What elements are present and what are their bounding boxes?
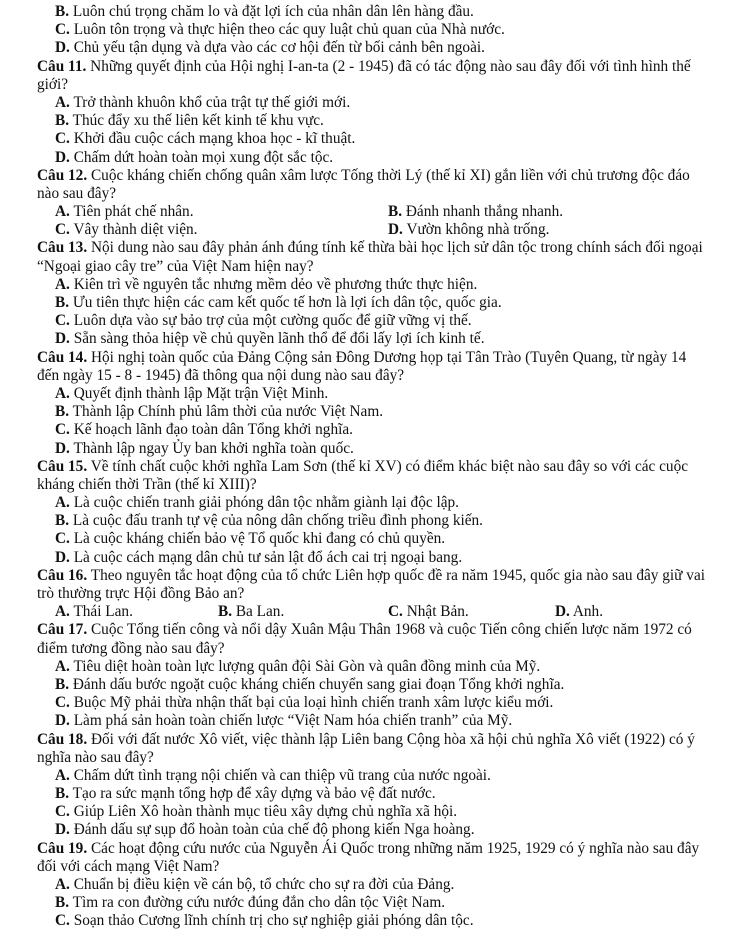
answer-option (55, 876, 454, 893)
option-text: Quyết định thành lập Mặt trận Việt Minh. (73, 384, 329, 402)
option-letter: C. (55, 421, 70, 439)
option-text: Chấm dứt hoàn toàn mọi xung đột sắc tộc. (73, 148, 334, 166)
question-text: Cuộc kháng chiến chống quân xâm lược Tống thời Lý (thế kỉ XI) gắn liền với chủ trương độc đáo (90, 166, 690, 184)
option-line (0, 876, 744, 894)
option-line (0, 821, 744, 839)
question-block (0, 58, 744, 167)
question-text: “Ngoại giao cây tre” của Việt Nam hiện nay? (37, 257, 314, 275)
answer-option (55, 385, 328, 402)
question-text: Về tính chất cuộc khởi nghĩa Lam Sơn (thế kỉ XV) có điểm khác biệt nào sau đây so với các cuộc (90, 457, 689, 475)
option-text: Thành lập ngay Ủy ban khởi nghĩa toàn quốc. (73, 439, 354, 457)
exam-document (0, 3, 744, 931)
question-label: Câu 16. (37, 566, 88, 584)
option-letter: C. (55, 21, 70, 39)
answer-option (55, 112, 324, 129)
question-stem-line (0, 640, 744, 658)
option-letter: A. (55, 203, 70, 221)
option-letter: C. (55, 221, 70, 239)
answer-option (55, 203, 194, 221)
option-letter: C. (55, 912, 70, 930)
option-text: Buộc Mỹ phải thừa nhận thất bại của loại hình chiến tranh xâm lược kiểu mới. (73, 694, 554, 712)
question-stem-line (0, 731, 744, 749)
answer-option (55, 803, 457, 820)
question-stem-line (0, 476, 744, 494)
option-letter: D. (555, 603, 570, 621)
answer-option (388, 203, 563, 221)
option-text: Là cuộc chiến tranh giải phóng dân tộc nhằm giành lại độc lập. (73, 494, 459, 512)
option-letter: C. (55, 130, 70, 148)
option-line (0, 912, 744, 930)
option-letter: D. (55, 439, 70, 457)
question-text: Đối với đất nước Xô viết, việc thành lập Liên bang Cộng hòa xã hội chủ nghĩa Xô viết (1922) có ý (90, 730, 695, 748)
answer-option (55, 294, 502, 311)
question-text: Những quyết định của Hội nghị I-an-ta (2 - 1945) đã có tác động nào sau đây đối với tình hình thế (90, 57, 691, 75)
option-row (0, 603, 744, 621)
option-line (0, 130, 744, 148)
option-line (0, 530, 744, 548)
answer-option (55, 530, 445, 547)
option-text: Luôn tôn trọng và thực hiện theo các quy luật chủ quan của Nhà nước. (73, 21, 505, 39)
question-stem-line (0, 458, 744, 476)
answer-option (55, 712, 512, 729)
option-letter: A. (55, 384, 70, 402)
option-text: Nhật Bản. (406, 603, 469, 621)
answer-option (55, 421, 353, 438)
question-block (0, 731, 744, 840)
answer-option (218, 603, 284, 621)
answer-option (55, 39, 485, 56)
answer-option (55, 549, 462, 566)
option-text: Thành lập Chính phủ lâm thời của nước Việt Nam. (72, 403, 384, 421)
option-letter: D. (55, 330, 70, 348)
option-letter: D. (55, 821, 70, 839)
option-text: Kế hoạch lãnh đạo toàn dân Tổng khởi nghĩa. (73, 421, 353, 439)
option-text: Trở thành khuôn khổ của trật tự thế giới mới. (73, 93, 351, 111)
question-label: Câu 18. (37, 730, 88, 748)
question-text: Cuộc Tổng tiến công và nổi dậy Xuân Mậu Thân 1968 và cuộc Tiến công chiến lược năm 1972 có (90, 621, 692, 639)
option-text: Ba Lan. (235, 603, 285, 621)
answer-option (388, 221, 549, 239)
question-label: Câu 15. (37, 457, 88, 475)
question-stem-line (0, 58, 744, 76)
option-letter: B. (55, 112, 70, 130)
answer-option (388, 603, 469, 621)
option-letter: D. (388, 221, 403, 239)
option-text: Luôn chú trọng chăm lo và đặt lợi ích của nhân dân lên hàng đầu. (72, 3, 474, 20)
question-text: đến ngày 15 - 8 - 1945) đã thông qua nội dung nào sau đây? (37, 366, 405, 384)
option-line (0, 330, 744, 348)
option-line (0, 21, 744, 39)
option-letter: A. (55, 876, 70, 893)
question-label: Câu 19. (37, 839, 88, 857)
option-line (0, 294, 744, 312)
question-stem-line (0, 185, 744, 203)
question-stem-line (0, 167, 744, 185)
option-text: Chuẩn bị điều kiện về cán bộ, tổ chức cho sự ra đời của Đảng. (73, 876, 455, 893)
option-text: Tiên phát chế nhân. (73, 203, 194, 221)
option-line (0, 312, 744, 330)
option-letter: A. (55, 766, 70, 784)
option-line (0, 712, 744, 730)
option-letter: A. (55, 93, 70, 111)
question-text: kháng chiến thời Trần (thế kỉ XIII)? (37, 475, 257, 493)
answer-option (55, 494, 459, 511)
answer-option (55, 512, 483, 529)
question-block (0, 840, 744, 931)
option-letter: B. (55, 785, 70, 803)
option-text: Soạn thảo Cương lĩnh chính trị cho sự nghiệp giải phóng dân tộc. (73, 912, 474, 930)
option-text: Anh. (572, 603, 604, 621)
option-text: Tiêu diệt hoàn toàn lực lượng quân đội Sài Gòn và quân đồng minh của Mỹ. (73, 657, 541, 675)
question-label: Câu 13. (37, 239, 88, 257)
option-line (0, 658, 744, 676)
option-text: Chủ yếu tận dụng và dựa vào các cơ hội đến từ bối cảnh bên ngoài. (73, 39, 485, 57)
option-line (0, 39, 744, 57)
answer-option (55, 785, 436, 802)
question-stem-line (0, 567, 744, 585)
option-text: Ưu tiên thực hiện các cam kết quốc tế hơn là lợi ích dân tộc, quốc gia. (72, 294, 502, 311)
option-letter: A. (55, 494, 70, 512)
option-letter: B. (218, 603, 233, 621)
option-row (0, 203, 744, 221)
question-text: nghĩa nào sau đây? (37, 748, 154, 766)
question-text: đối với cách mạng Việt Nam? (37, 857, 220, 875)
option-line (0, 767, 744, 785)
question-stem-line (0, 258, 744, 276)
question-block (0, 567, 744, 622)
question-block (0, 349, 744, 458)
option-text: Là cuộc đấu tranh tự vệ của nông dân chống triều đình phong kiến. (72, 512, 483, 530)
option-text: Thúc đẩy xu thế liên kết kinh tế khu vực. (72, 112, 324, 130)
answer-option (55, 912, 474, 929)
option-line (0, 894, 744, 912)
option-line (0, 112, 744, 130)
question-stem-line (0, 621, 744, 639)
answer-option (55, 603, 133, 621)
answer-option (55, 312, 472, 329)
option-text: Khởi đầu cuộc cách mạng khoa học - kĩ thuật. (73, 130, 356, 148)
option-line (0, 549, 744, 567)
option-text: Tạo ra sức mạnh tổng hợp để xây dựng và bảo vệ đất nước. (72, 785, 436, 803)
option-text: Đánh nhanh thắng nhanh. (405, 203, 564, 221)
question-stem-line (0, 749, 744, 767)
option-line (0, 149, 744, 167)
question-text: Nội dung nào sau đây phản ánh đúng tính kế thừa bài học lịch sử dân tộc trong chính sách đối ngoại (90, 239, 703, 257)
option-line (0, 676, 744, 694)
question-label: Câu 14. (37, 348, 88, 366)
question-label: Câu 17. (37, 621, 88, 639)
question-text: Theo nguyên tắc hoạt động của tổ chức Liên hợp quốc đề ra năm 1945, quốc gia nào sau đây giữ vai (90, 566, 705, 584)
option-letter: C. (55, 803, 70, 821)
option-letter: A. (55, 275, 70, 293)
answer-option (555, 603, 603, 621)
answer-option (55, 130, 355, 147)
option-text: Là cuộc kháng chiến bảo vệ Tổ quốc khi đang có chủ quyền. (73, 530, 446, 548)
question-stem-line (0, 585, 744, 603)
option-letter: D. (55, 148, 70, 166)
option-letter: B. (55, 512, 70, 530)
answer-option (55, 767, 491, 784)
question-block (0, 239, 744, 348)
option-line (0, 276, 744, 294)
option-letter: B. (55, 675, 70, 693)
option-text: Đánh dấu sự sụp đổ hoàn toàn của chế độ phong kiến Nga hoàng. (73, 821, 475, 839)
option-line (0, 421, 744, 439)
question-text: trò thường trực Hội đồng Bảo an? (37, 585, 245, 602)
option-letter: A. (55, 603, 70, 621)
option-text: Vườn không nhà trống. (406, 221, 550, 239)
option-letter: C. (55, 694, 70, 712)
answer-option (55, 276, 477, 293)
question-stem-line (0, 349, 744, 367)
option-text: Luôn dựa vào sự bảo trợ của một cường quốc để giữ vững vị thế. (73, 312, 472, 330)
option-letter: B. (388, 203, 403, 221)
option-letter: D. (55, 548, 70, 566)
option-line (0, 440, 744, 458)
question-label: Câu 12. (37, 166, 88, 184)
option-letter: C. (388, 603, 403, 621)
option-letter: A. (55, 657, 70, 675)
question-block (0, 458, 744, 567)
option-letter: D. (55, 39, 70, 57)
option-text: Làm phá sản hoàn toàn chiến lược “Việt Nam hóa chiến tranh” của Mỹ. (73, 712, 513, 730)
option-letter: B. (55, 294, 70, 311)
option-row (0, 221, 744, 239)
answer-option (55, 676, 564, 693)
option-line (0, 403, 744, 421)
answer-option (55, 658, 540, 675)
question-text: điểm tương đồng nào sau đây? (37, 639, 225, 657)
option-line (0, 785, 744, 803)
option-letter: C. (55, 530, 70, 548)
option-text: Vây thành diệt viện. (73, 221, 198, 239)
option-line (0, 694, 744, 712)
option-letter: C. (55, 312, 70, 330)
question-text: Hội nghị toàn quốc của Đảng Cộng sản Đông Dương họp tại Tân Trào (Tuyên Quang, từ ngày 14 (90, 348, 687, 366)
answer-option (55, 821, 475, 838)
option-text: Tìm ra con đường cứu nước đúng đắn cho dân tộc Việt Nam. (72, 894, 446, 912)
answer-option (55, 3, 474, 20)
option-text: Thái Lan. (73, 603, 133, 621)
answer-option (55, 694, 553, 711)
option-line (0, 512, 744, 530)
option-letter: D. (55, 712, 70, 730)
option-letter: B. (55, 403, 70, 421)
question-text: Các hoạt động cứu nước của Nguyễn Ái Quốc trong những năm 1925, 1929 có ý nghĩa nào sau đây (90, 839, 700, 857)
option-line (0, 803, 744, 821)
option-line (0, 385, 744, 403)
option-text: Giúp Liên Xô hoàn thành mục tiêu xây dựng chủ nghĩa xã hội. (73, 803, 458, 821)
answer-option (55, 894, 445, 911)
option-text: Kiên trì về nguyên tắc nhưng mềm dẻo về phương thức thực hiện. (73, 275, 478, 293)
question-block (0, 621, 744, 730)
question-stem-line (0, 858, 744, 876)
question-stem-line (0, 367, 744, 385)
answer-option (55, 330, 485, 347)
question-block (0, 167, 744, 240)
option-text: Là cuộc cách mạng dân chủ tư sản lật đổ ách cai trị ngoại bang. (73, 548, 463, 566)
answer-option (55, 403, 383, 420)
option-letter: B. (55, 3, 70, 20)
question-stem-line (0, 840, 744, 858)
answer-option (55, 149, 333, 166)
option-line (0, 494, 744, 512)
option-line (0, 3, 744, 21)
answer-option (55, 94, 350, 111)
option-line (0, 94, 744, 112)
answer-option (55, 221, 197, 239)
answer-option (55, 21, 505, 38)
question-text: nào sau đây? (37, 184, 117, 202)
option-letter: B. (55, 894, 70, 912)
question-stem-line (0, 76, 744, 94)
answer-option (55, 440, 354, 457)
question-label: Câu 11. (37, 57, 87, 75)
option-text: Sẵn sàng thỏa hiệp về chủ quyền lãnh thổ để đổi lấy lợi ích kinh tế. (73, 330, 485, 348)
question-text: giới? (37, 75, 69, 93)
option-text: Đánh dấu bước ngoặt cuộc kháng chiến chuyển sang giai đoạn Tổng khởi nghĩa. (72, 675, 565, 693)
option-text: Chấm dứt tình trạng nội chiến và can thiệp vũ trang của nước ngoài. (73, 766, 491, 784)
question-stem-line (0, 239, 744, 257)
